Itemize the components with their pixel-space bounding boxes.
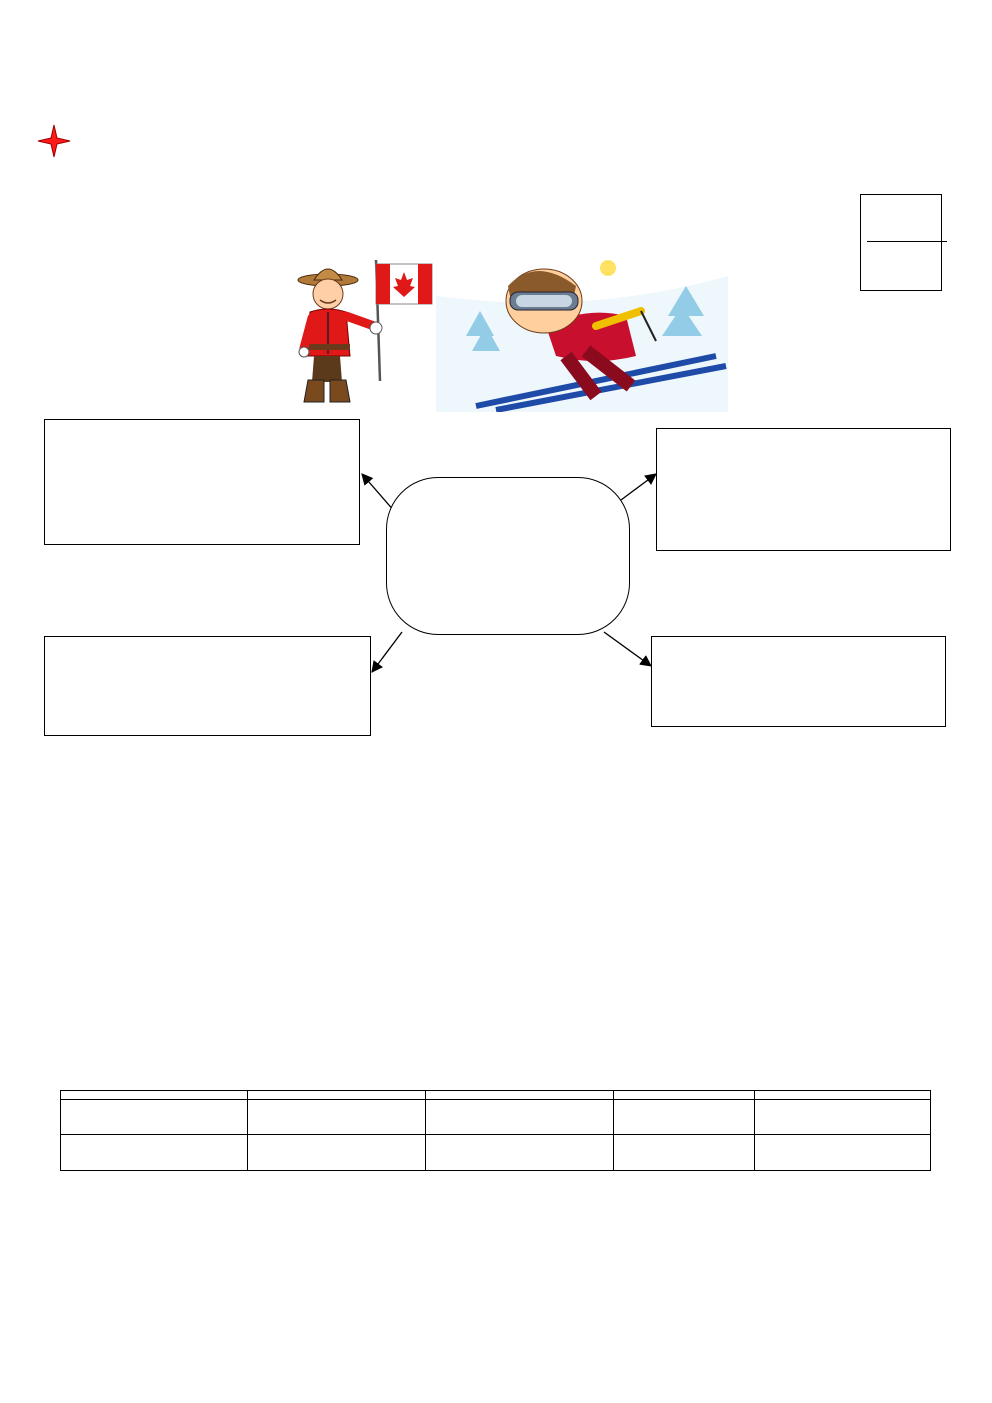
rubric-mark [755,1100,931,1135]
score-cell[interactable] [614,1135,755,1171]
rubric-marks-row [61,1100,931,1135]
starburst-badge-icon [865,1282,949,1346]
score-cell[interactable] [755,1135,931,1171]
rubric-header [247,1091,425,1100]
organizer-box-did [651,636,946,727]
rubric-header [425,1091,614,1100]
organizer-box-when [44,419,360,545]
rubric-mark [247,1100,425,1135]
organizer-box-weather [656,428,951,551]
rubric-header [755,1091,931,1100]
organizer-box-saw [44,636,371,736]
rubric-header [614,1091,755,1100]
score-cell[interactable] [425,1135,614,1171]
rubric-score-row [61,1135,931,1171]
score-cell[interactable] [247,1135,425,1171]
rubric-mark [614,1100,755,1135]
rubric-header-row [61,1091,931,1100]
organizer-center-oval [386,477,630,635]
rubric-header [61,1091,248,1100]
score-cell[interactable] [61,1135,248,1171]
rubric-table [60,1090,931,1171]
rubric-mark [61,1100,248,1135]
rubric-mark [425,1100,614,1135]
